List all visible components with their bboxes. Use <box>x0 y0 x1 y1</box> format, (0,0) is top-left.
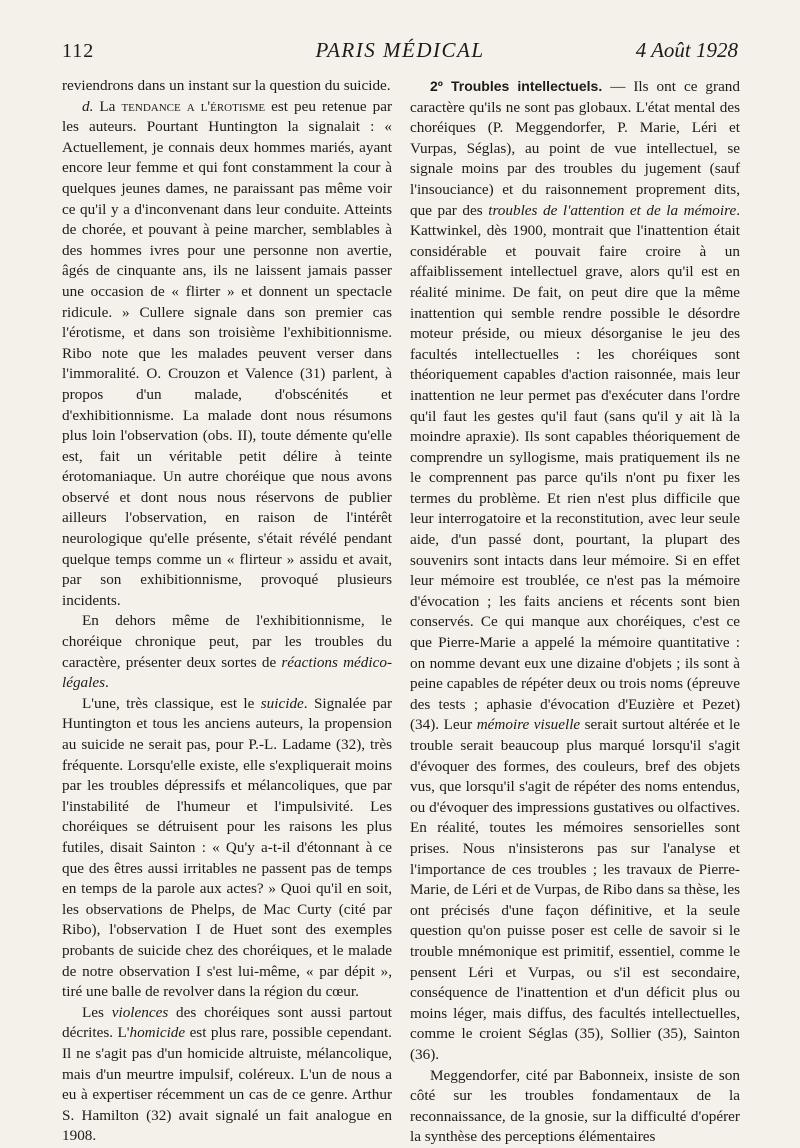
page-header <box>62 38 738 72</box>
paragraph-suicide: L'une, très classique, est le suicide. Signalée par Huntington et tous les anciens auteurs, la propension au suicide ne serait pas, pour P.-L. Ladame (32), très fréquente. Lorsqu'elle existe, elle s'expliquerait moins par les troubles dépressifs et mélancoliques, que par l'instabilité de l'humeur et l'impulsivité. Les choréiques se détruisent pour les raisons les plus futiles, disait Sainton : « Qu'y a-t-il d'étonnant à ce que des êtres aussi irritables ne passent pas de temps en temps de la parole aux actes? » Quoi qu'il en soit, les observations de Phelps, de Mac Curty (cité par Ribo), l'observation I de Huet sont des exemples probants de suicide chez des choréiques, et le malade de notre observation I s'est lui-même, « par dépit », tiré une balle de revolver dans la région du cœur. <box>62 694 392 1001</box>
paragraph-troubles-intellectuels: 2º Troubles intellectuels. — Ils ont ce grand caractère qu'ils ne sont pas globaux. L'état mental des choréiques (P. Meggendorfer, P. Marie, Léri et Vurpas, Séglas), au point de vue intellectuel, se signale moins par des troubles du jugement (sauf l'insouciance) et du raisonnement proprement dits, que par des troubles de l'attention et de la mémoire. Kattwinkel, dès 1900, montrait que l'inattention était considérable et pouvait faire croire à un affaiblissement intellectuel grave, alors qu'il est en réalité minime. De fait, on peut dire que la même inattention qui semble rendre possible le désordre moteur préside, ou mieux désorganise le jeu des facultés intellectuelles : les choréiques sont théoriquement capables d'action raisonnée, mais leur inattention ne leur permet pas d'exécuter dans l'ordre qu'il faut les gestes qu'il faut (sans qu'il y ait là la moindre apraxie). Ils sont capables théoriquement de comprendre un syllogisme, mais pratiquement ils ne le comprennent pas parce qu'ils n'ont pu fixer les termes du problème. Et rien n'est plus difficile que leur interrogatoire et la reconstitution, avec leur seule aide, d'un passé dont, pourtant, la plupart des souvenirs sont intacts dans leur mémoire. Si en effet leur mémoire est troublée, ce n'est pas la mémoire d'évocation ; les faits anciens et récents sont bien conservés. Ce qui manque aux choréiques, c'est ce que Pierre-Marie a appelé la mémoire quantitative : on nomme devant eux une dizaine d'objets ; ils sont à peine capables de répéter deux ou trois noms (épreuve des tests ; aphasie d'évocation d'Euzière et Pezet) (34). Leur mémoire visuelle serait surtout altérée et le trouble serait beaucoup plus marqué lorsqu'il s'agit d'évoquer des formes, des couleurs, bref des objets vus, que lorsqu'il s'agit de répéter des noms entendus, ou d'évoquer des impressions gustatives ou olfactives. En réalité, toutes les mémoires sensorielles sont prises. Nous n'insisterons pas sur l'analyse et l'importance de ces troubles ; les travaux de Pierre-Marie, de Léri et de Vurpas, de Ribo dans sa thèse, les ont précisés d'une façon définitive, et la seule question qu'on puisse poser est celle de savoir si le trouble mnémonique est primitif, essentiel, comme le pensent Léri et Vurpas, ou s'il est secondaire, conséquence de l'inattention et d'un déficit plus ou moins léger, mais diffus, des facultés intellectuelles, comme le croient Séglas (35), Sollier (35), Sainton (36). <box>410 78 740 1063</box>
right-column <box>410 76 740 1148</box>
paragraph-meggendorfer: Meggendorfer, cité par Babonneix, insiste de son côté sur les troubles fondamentaux de la reconnaissance, de la gnosie, sur la difficulté d'opérer la synthèse des perceptions élémentaires <box>410 1066 740 1146</box>
journal-title: PARIS MÉDICAL <box>315 38 485 62</box>
paragraph-violences: Les violences des choréiques sont aussi partout décrites. L'homicide est plus rare, possible cependant. Il ne s'agit pas d'un homicide altruiste, mélancolique, mais d'un meurtre impulsif, coléreux. L'un de nous a eu à expertiser récemment un cas de ce genre. Arthur S. Hamilton (32) avait signalé un fait analogue en 1908. <box>62 1003 392 1145</box>
page-number: 112 <box>62 40 95 62</box>
section-title: tendance a l'érotisme <box>121 97 266 115</box>
section-title: 2º Troubles intellectuels. <box>430 78 603 94</box>
left-column <box>62 76 392 1147</box>
issue-date: 4 Août 1928 <box>635 38 738 62</box>
paragraph: reviendrons dans un instant sur la question du suicide. <box>62 77 391 94</box>
paragraph-reactions: En dehors même de l'exhibitionnisme, le choréique chronique peut, par les troubles du caractère, présenter deux sortes de réactions médico-légales. <box>62 612 392 692</box>
paragraph-erotisme: d. La tendance a l'érotisme est peu retenue par les auteurs. Pourtant Huntington la signalait : « Actuellement, je connais deux hommes mariés, ayant encore leur femme et qui font constamment la cour à quelques jeunes dames, ne paraissant pas même voir ce qu'il y a d'inconvenant dans leur conduite. Atteints de chorée, et pouvant à peine marcher, semblables à des hommes ivres pour une personne non avertie, âgés de cinquante ans, ils ne laissent jamais passer une occasion de « flirter » et donnent un spectacle ridicule. » Cullere signale dans son premier cas l'érotisme, et dans son troisième l'exhibitionnisme. Ribo note que les malades peuvent verser dans l'immoralité. O. Crouzon et Valence (31) parlent, à propos d'un malade, d'obscénités et d'exhibitionnisme. La malade dont nous résumons plus loin l'observation (obs. II), toute démente qu'elle est, fait un véritable petit délire à teinte érotomaniaque. Un autre choréique que nous avons observé et dont nous nous réservons de publier ailleurs l'observation, en raison de l'intérêt neurologique qu'elle présente, s'était révélé pendant quelque temps comme un « flirteur » assidu et avait, par son exhibitionnisme, provoqué plusieurs incidents. <box>62 97 393 609</box>
